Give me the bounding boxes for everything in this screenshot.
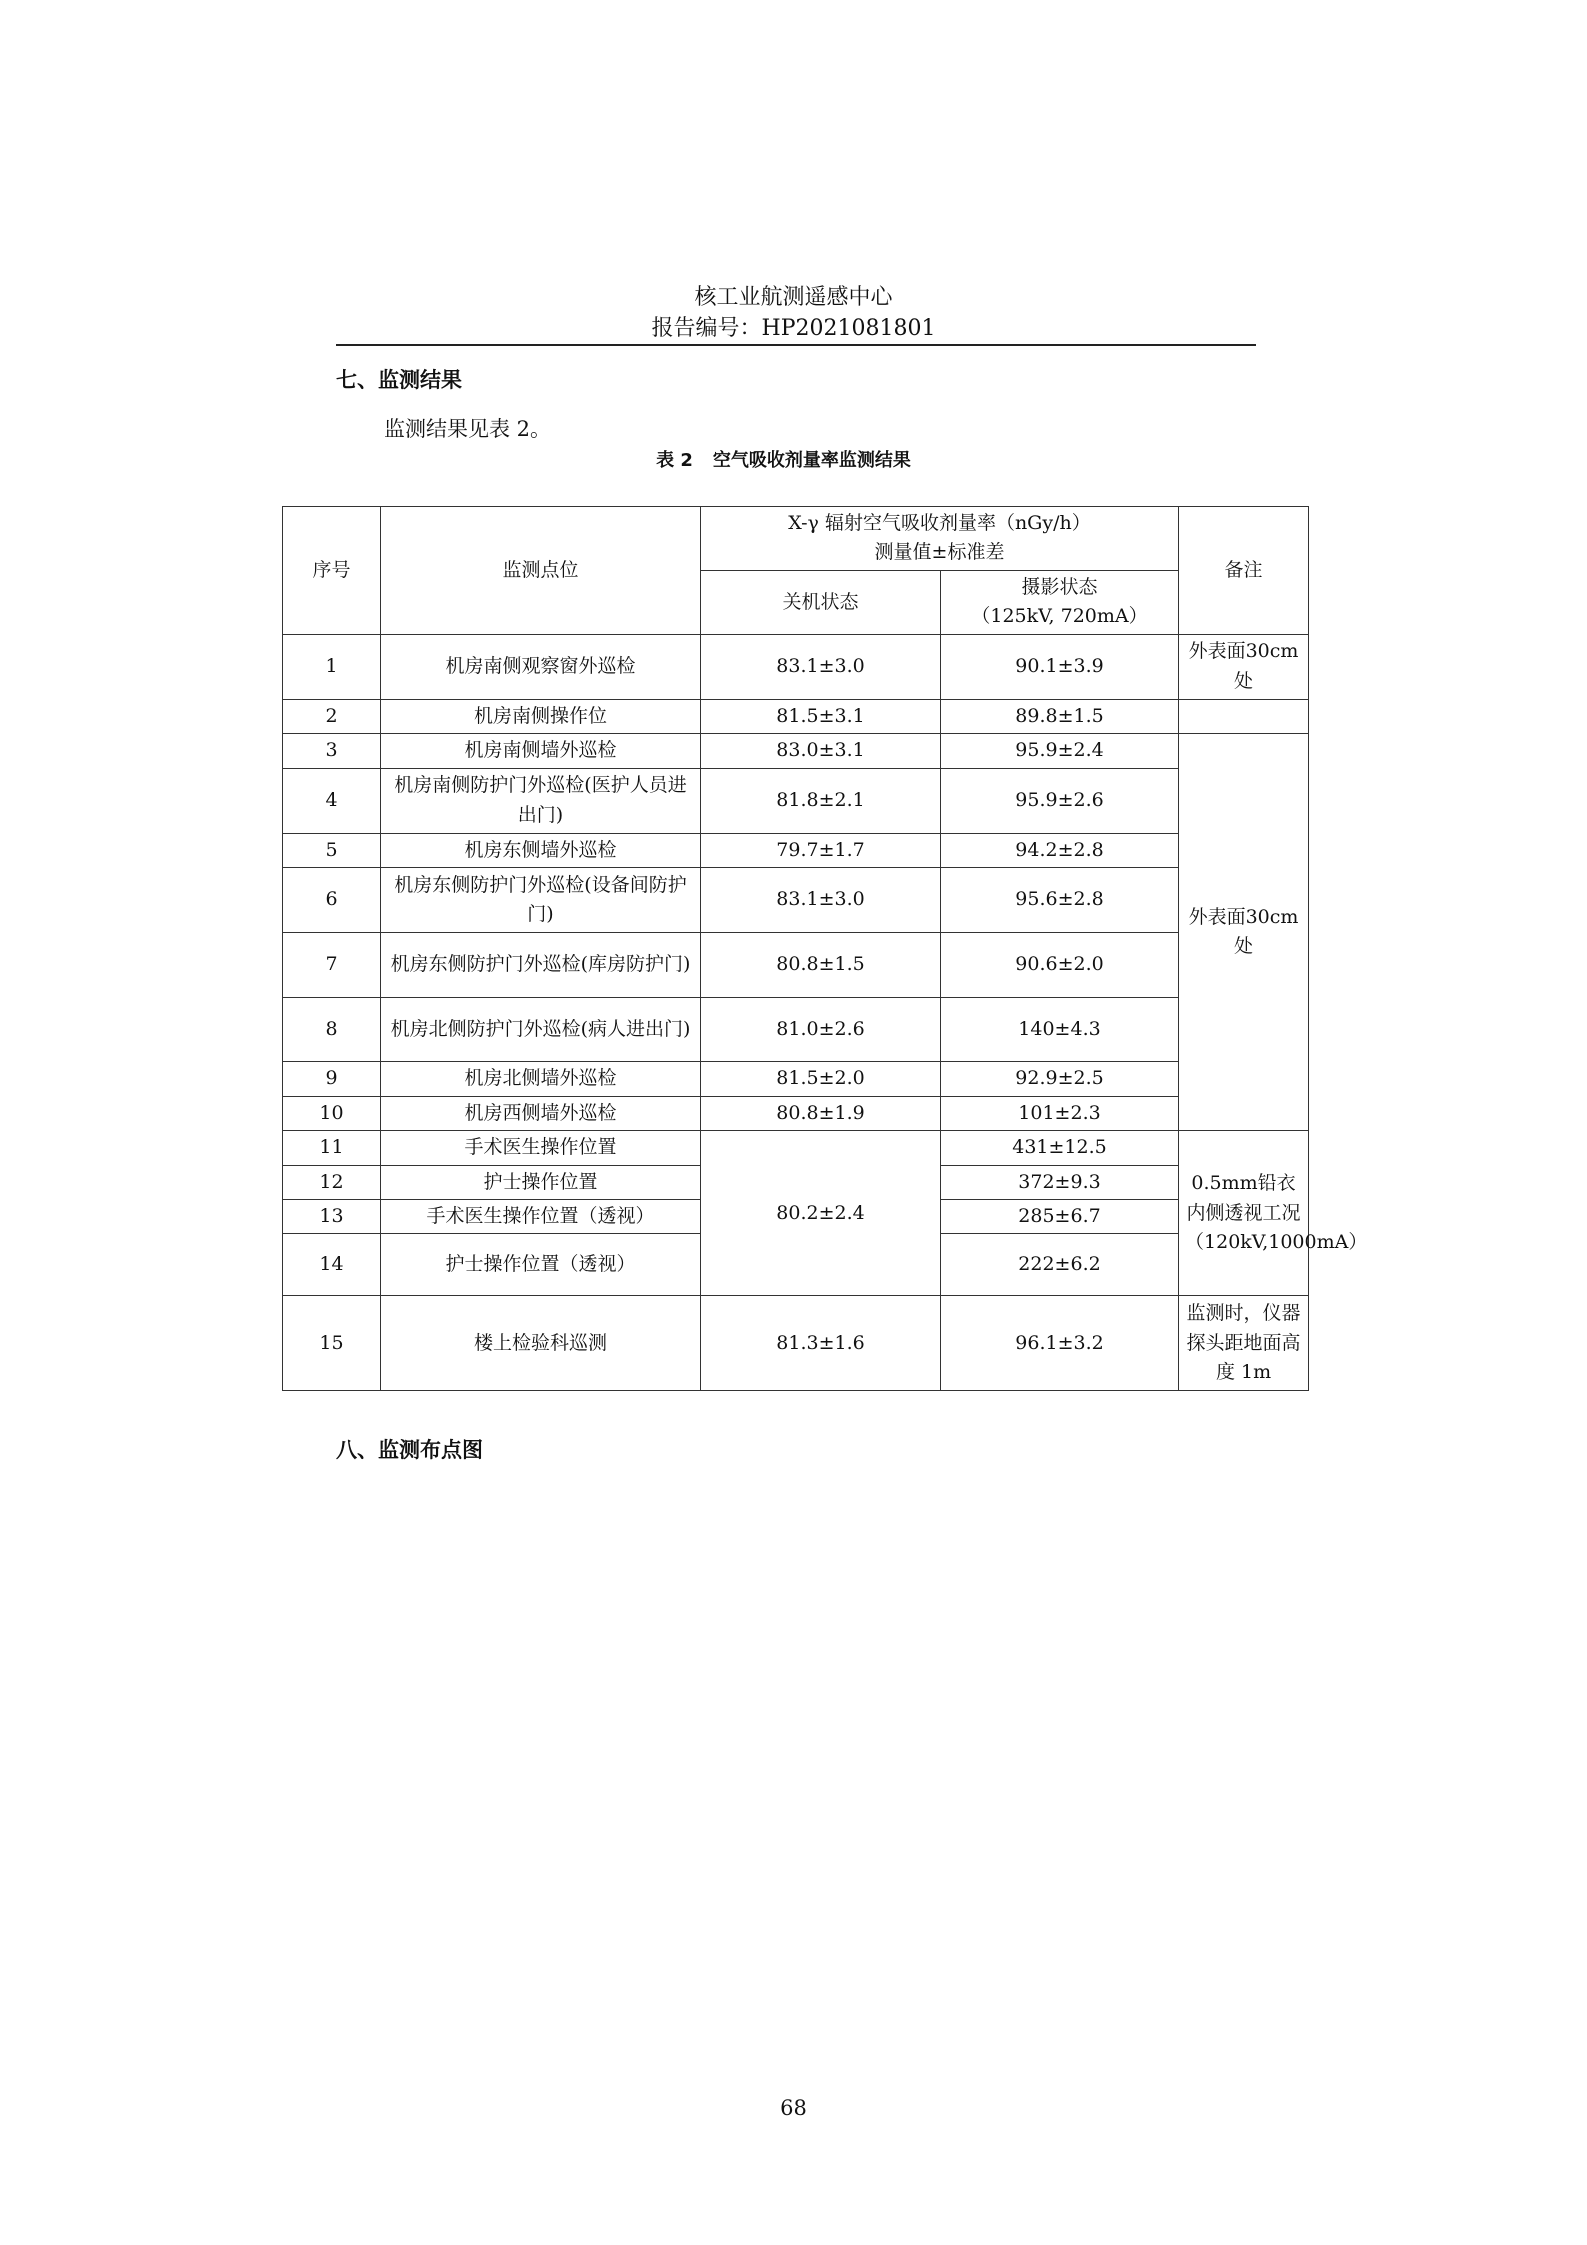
cell-no: 2 [283, 699, 381, 733]
cell-no: 9 [283, 1062, 381, 1096]
cell-no: 11 [283, 1131, 381, 1165]
table-row [283, 734, 1309, 768]
cell-remark: 外表面30cm 处 [1179, 634, 1309, 699]
header-point: 监测点位 [381, 507, 701, 635]
cell-remark: 监测时，仪器探头距地面高度 1m [1179, 1296, 1309, 1391]
section-7-text: 监测结果见表 2。 [384, 417, 552, 441]
cell-point: 机房南侧观察窗外巡检 [381, 634, 701, 699]
table-row [283, 833, 1309, 867]
cell-off: 80.8±1.9 [701, 1096, 941, 1130]
table-row [283, 1131, 1309, 1165]
table-caption [0, 446, 1587, 472]
cell-no: 14 [283, 1234, 381, 1296]
cell-on: 140±4.3 [941, 998, 1179, 1062]
table-row [283, 1062, 1309, 1096]
cell-point: 机房西侧墙外巡检 [381, 1096, 701, 1130]
cell-on: 90.6±2.0 [941, 933, 1179, 998]
cell-off: 81.3±1.6 [701, 1296, 941, 1391]
cell-off: 83.1±3.0 [701, 868, 941, 933]
header-off-state: 关机状态 [701, 570, 941, 634]
header-dose-rate-line2: 测量值±标准差 [874, 541, 1005, 564]
header-photo-line1: 摄影状态 [1021, 575, 1098, 598]
cell-no: 7 [283, 933, 381, 998]
cell-no: 10 [283, 1096, 381, 1130]
cell-point: 机房南侧操作位 [381, 699, 701, 733]
dose-rate-table [282, 506, 1368, 1391]
table-row [283, 768, 1309, 833]
cell-remark: 0.5mm铅衣内侧透视工况（120kV,1000mA） [1179, 1131, 1309, 1296]
cell-point: 机房南侧防护门外巡检(医护人员进出门) [381, 768, 701, 833]
header-dose-rate-group [701, 507, 1179, 571]
cell-point: 机房东侧防护门外巡检(设备间防护门) [381, 868, 701, 933]
cell-on: 90.1±3.9 [941, 634, 1179, 699]
cell-off: 80.2±2.4 [701, 1131, 941, 1296]
cell-on: 92.9±2.5 [941, 1062, 1179, 1096]
cell-on: 285±6.7 [941, 1199, 1179, 1233]
cell-point: 机房北侧墙外巡检 [381, 1062, 701, 1096]
cell-on: 95.9±2.4 [941, 734, 1179, 768]
cell-off: 80.8±1.5 [701, 933, 941, 998]
cell-no: 1 [283, 634, 381, 699]
table-row [283, 1296, 1309, 1391]
table-caption-number: 表 2 [656, 450, 693, 471]
cell-point: 机房东侧防护门外巡检(库房防护门) [381, 933, 701, 998]
cell-on: 222±6.2 [941, 1234, 1179, 1296]
table-row [283, 998, 1309, 1062]
cell-point: 手术医生操作位置（透视） [381, 1199, 701, 1233]
cell-point: 护士操作位置 [381, 1165, 701, 1199]
cell-on: 95.9±2.6 [941, 768, 1179, 833]
cell-point: 护士操作位置（透视） [381, 1234, 701, 1296]
cell-on: 431±12.5 [941, 1131, 1179, 1165]
cell-on: 89.8±1.5 [941, 699, 1179, 733]
cell-point: 机房南侧墙外巡检 [381, 734, 701, 768]
cell-off: 81.0±2.6 [701, 998, 941, 1062]
cell-off: 83.0±3.1 [701, 734, 941, 768]
table-row [283, 634, 1309, 699]
section-8-title: 八、监测布点图 [336, 1438, 483, 1462]
header-remark: 备注 [1179, 507, 1309, 635]
cell-no: 3 [283, 734, 381, 768]
table-row [283, 868, 1309, 933]
header-rule [336, 344, 1256, 346]
table-caption-title: 空气吸收剂量率监测结果 [712, 450, 911, 471]
cell-on: 372±9.3 [941, 1165, 1179, 1199]
cell-off: 79.7±1.7 [701, 833, 941, 867]
table-row [283, 699, 1309, 733]
cell-no: 8 [283, 998, 381, 1062]
section-7-title: 七、监测结果 [336, 368, 462, 392]
cell-off: 81.5±2.0 [701, 1062, 941, 1096]
cell-no: 4 [283, 768, 381, 833]
cell-no: 6 [283, 868, 381, 933]
cell-remark: 外表面30cm 处 [1179, 734, 1309, 1131]
header-photo-state [941, 570, 1179, 634]
cell-off: 81.8±2.1 [701, 768, 941, 833]
header-seq: 序号 [283, 507, 381, 635]
cell-on: 96.1±3.2 [941, 1296, 1179, 1391]
header-photo-line2: （125kV, 720mA） [971, 605, 1148, 628]
cell-no: 12 [283, 1165, 381, 1199]
page-number: 68 [780, 2096, 807, 2120]
cell-no: 13 [283, 1199, 381, 1233]
cell-point: 机房东侧墙外巡检 [381, 833, 701, 867]
cell-no: 5 [283, 833, 381, 867]
report-number: 报告编号：HP2021081801 [651, 316, 936, 341]
cell-point: 手术医生操作位置 [381, 1131, 701, 1165]
table-row [283, 1096, 1309, 1130]
cell-off: 81.5±3.1 [701, 699, 941, 733]
table-row [283, 933, 1309, 998]
cell-on: 94.2±2.8 [941, 833, 1179, 867]
cell-on: 101±2.3 [941, 1096, 1179, 1130]
cell-point: 楼上检验科巡测 [381, 1296, 701, 1391]
cell-point: 机房北侧防护门外巡检(病人进出门) [381, 998, 701, 1062]
cell-remark [1179, 699, 1309, 733]
header-dose-rate-line1: X-γ 辐射空气吸收剂量率（nGy/h） [788, 512, 1091, 534]
cell-on: 95.6±2.8 [941, 868, 1179, 933]
cell-off: 83.1±3.0 [701, 634, 941, 699]
cell-no: 15 [283, 1296, 381, 1391]
header-org: 核工业航测遥感中心 [694, 285, 893, 310]
